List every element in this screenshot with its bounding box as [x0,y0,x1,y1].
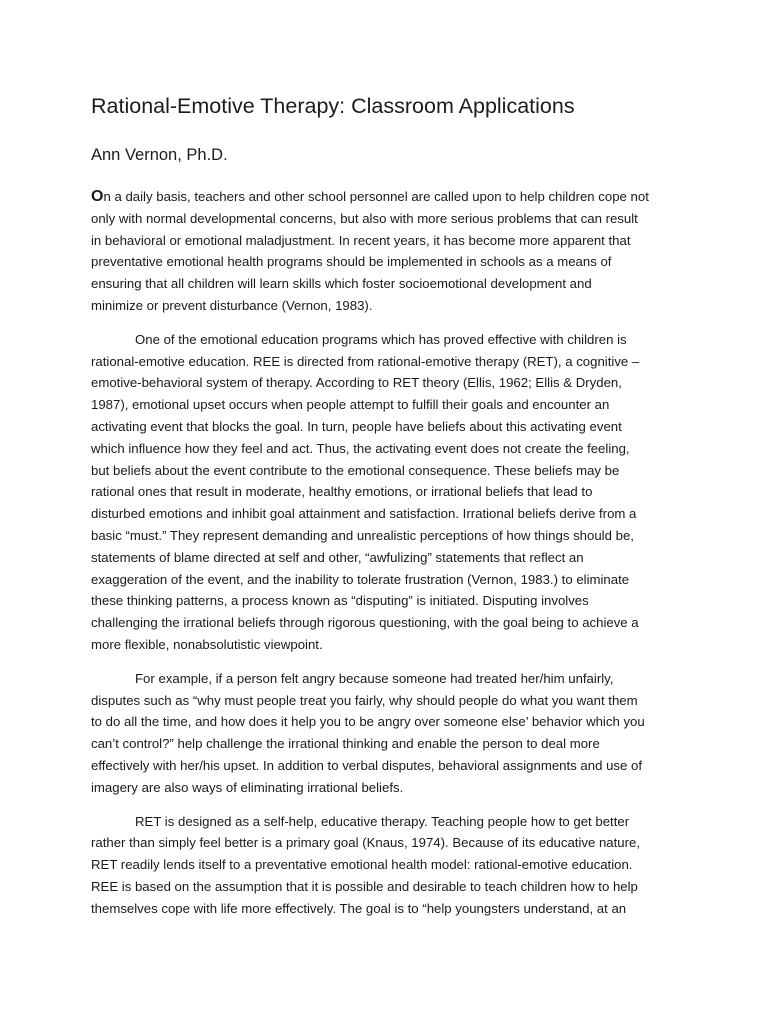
paragraph-line: emotive-behavioral system of therapy. According to RET theory (Ellis, 1962; Ellis & Dryden, [91,375,622,391]
drop-cap: O [91,188,104,205]
paragraph-line: challenging the irrational beliefs through rigorous questioning, with the goal being to achieve a [91,615,639,631]
document-body [91,186,679,932]
paragraph-line: rather than simply feel better is a primary goal (Knaus, 1974). Because of its educative nature, [91,835,641,851]
paragraph-line: RET readily lends itself to a preventative emotional health model: rational-emotive education. [91,857,633,873]
paragraph-line: disputes such as “why must people treat you fairly, why should people do what you want them [91,692,638,708]
paragraph-line: rational ones that result in moderate, healthy emotions, or irrational beliefs that lead to [91,484,593,500]
paragraph-line: 1987), emotional upset occurs when people attempt to fulfill their goals and encounter an [91,397,610,413]
paragraph-line: themselves cope with life more effectively. The goal is to “help youngsters understand, at an [91,900,627,916]
paragraph-line: but beliefs about the event contribute to the emotional consequence. These beliefs may be [91,462,620,478]
paragraph-4 [91,811,679,920]
paragraph-line: which influence how they feel and act. Thus, the activating event does not create the feeling, [91,440,630,456]
paragraph-line: effectively with her/his upset. In addition to verbal disputes, behavioral assignments and use of [91,757,643,773]
paragraph-line: imagery are also ways of eliminating irrational beliefs. [91,779,404,795]
author-byline: Ann Vernon, Ph.D. [91,146,228,164]
paragraph-line: in behavioral or emotional maladjustment. In recent years, it has become more apparent that [91,232,631,248]
paragraph-line: rational-emotive education. REE is directed from rational-emotive therapy (RET), a cognitive – [91,353,640,369]
paragraph-line: statements of blame directed at self and other, “awfulizing” statements that reflect an [91,549,584,565]
paragraph-line: ensuring that all children will learn skills which foster socioemotional development and [91,276,592,292]
document-title: Rational-Emotive Therapy: Classroom Applications [91,94,575,118]
paragraph-line: basic “must.” They represent demanding and unrealistic perceptions of how things should be, [91,527,634,543]
paragraph-line: activating event that blocks the goal. In turn, people have beliefs about this activating event [91,418,622,434]
paragraph-line: can’t control?” help challenge the irrational thinking and enable the person to deal more [91,736,600,752]
paragraph-line: more flexible, nonabsolutistic viewpoint. [91,636,323,652]
paragraph-line: exaggeration of the event, and the inability to tolerate frustration (Vernon, 1983.) to eliminate [91,571,630,587]
paragraph-line: only with normal developmental concerns, but also with more serious problems that can result [91,210,638,226]
paragraph-line: to do all the time, and how does it help you to be angry over someone else’ behavior which you [91,714,645,730]
paragraph-line: disturbed emotions and inhibit goal attainment and satisfaction. Irrational beliefs derive from a [91,506,637,522]
paragraph-line: One of the emotional education programs which has proved effective with children is [135,331,627,347]
paragraph-1 [91,186,679,317]
paragraph-line: preventative emotional health programs should be implemented in schools as a means of [91,254,612,270]
paragraph-line: On a daily basis, teachers and other school personnel are called upon to help children cope not [91,188,649,205]
paragraph-line: For example, if a person felt angry because someone had treated her/him unfairly, [135,670,614,686]
paragraph-3 [91,668,679,799]
paragraph-line: REE is based on the assumption that it is possible and desirable to teach children how to help [91,878,638,894]
paragraph-2 [91,329,679,656]
paragraph-line: RET is designed as a self-help, educative therapy. Teaching people how to get better [135,813,630,829]
paragraph-line: these thinking patterns, a process known as “disputing” is initiated. Disputing involves [91,593,589,609]
paragraph-line: minimize or prevent disturbance (Vernon, 1983). [91,297,373,313]
